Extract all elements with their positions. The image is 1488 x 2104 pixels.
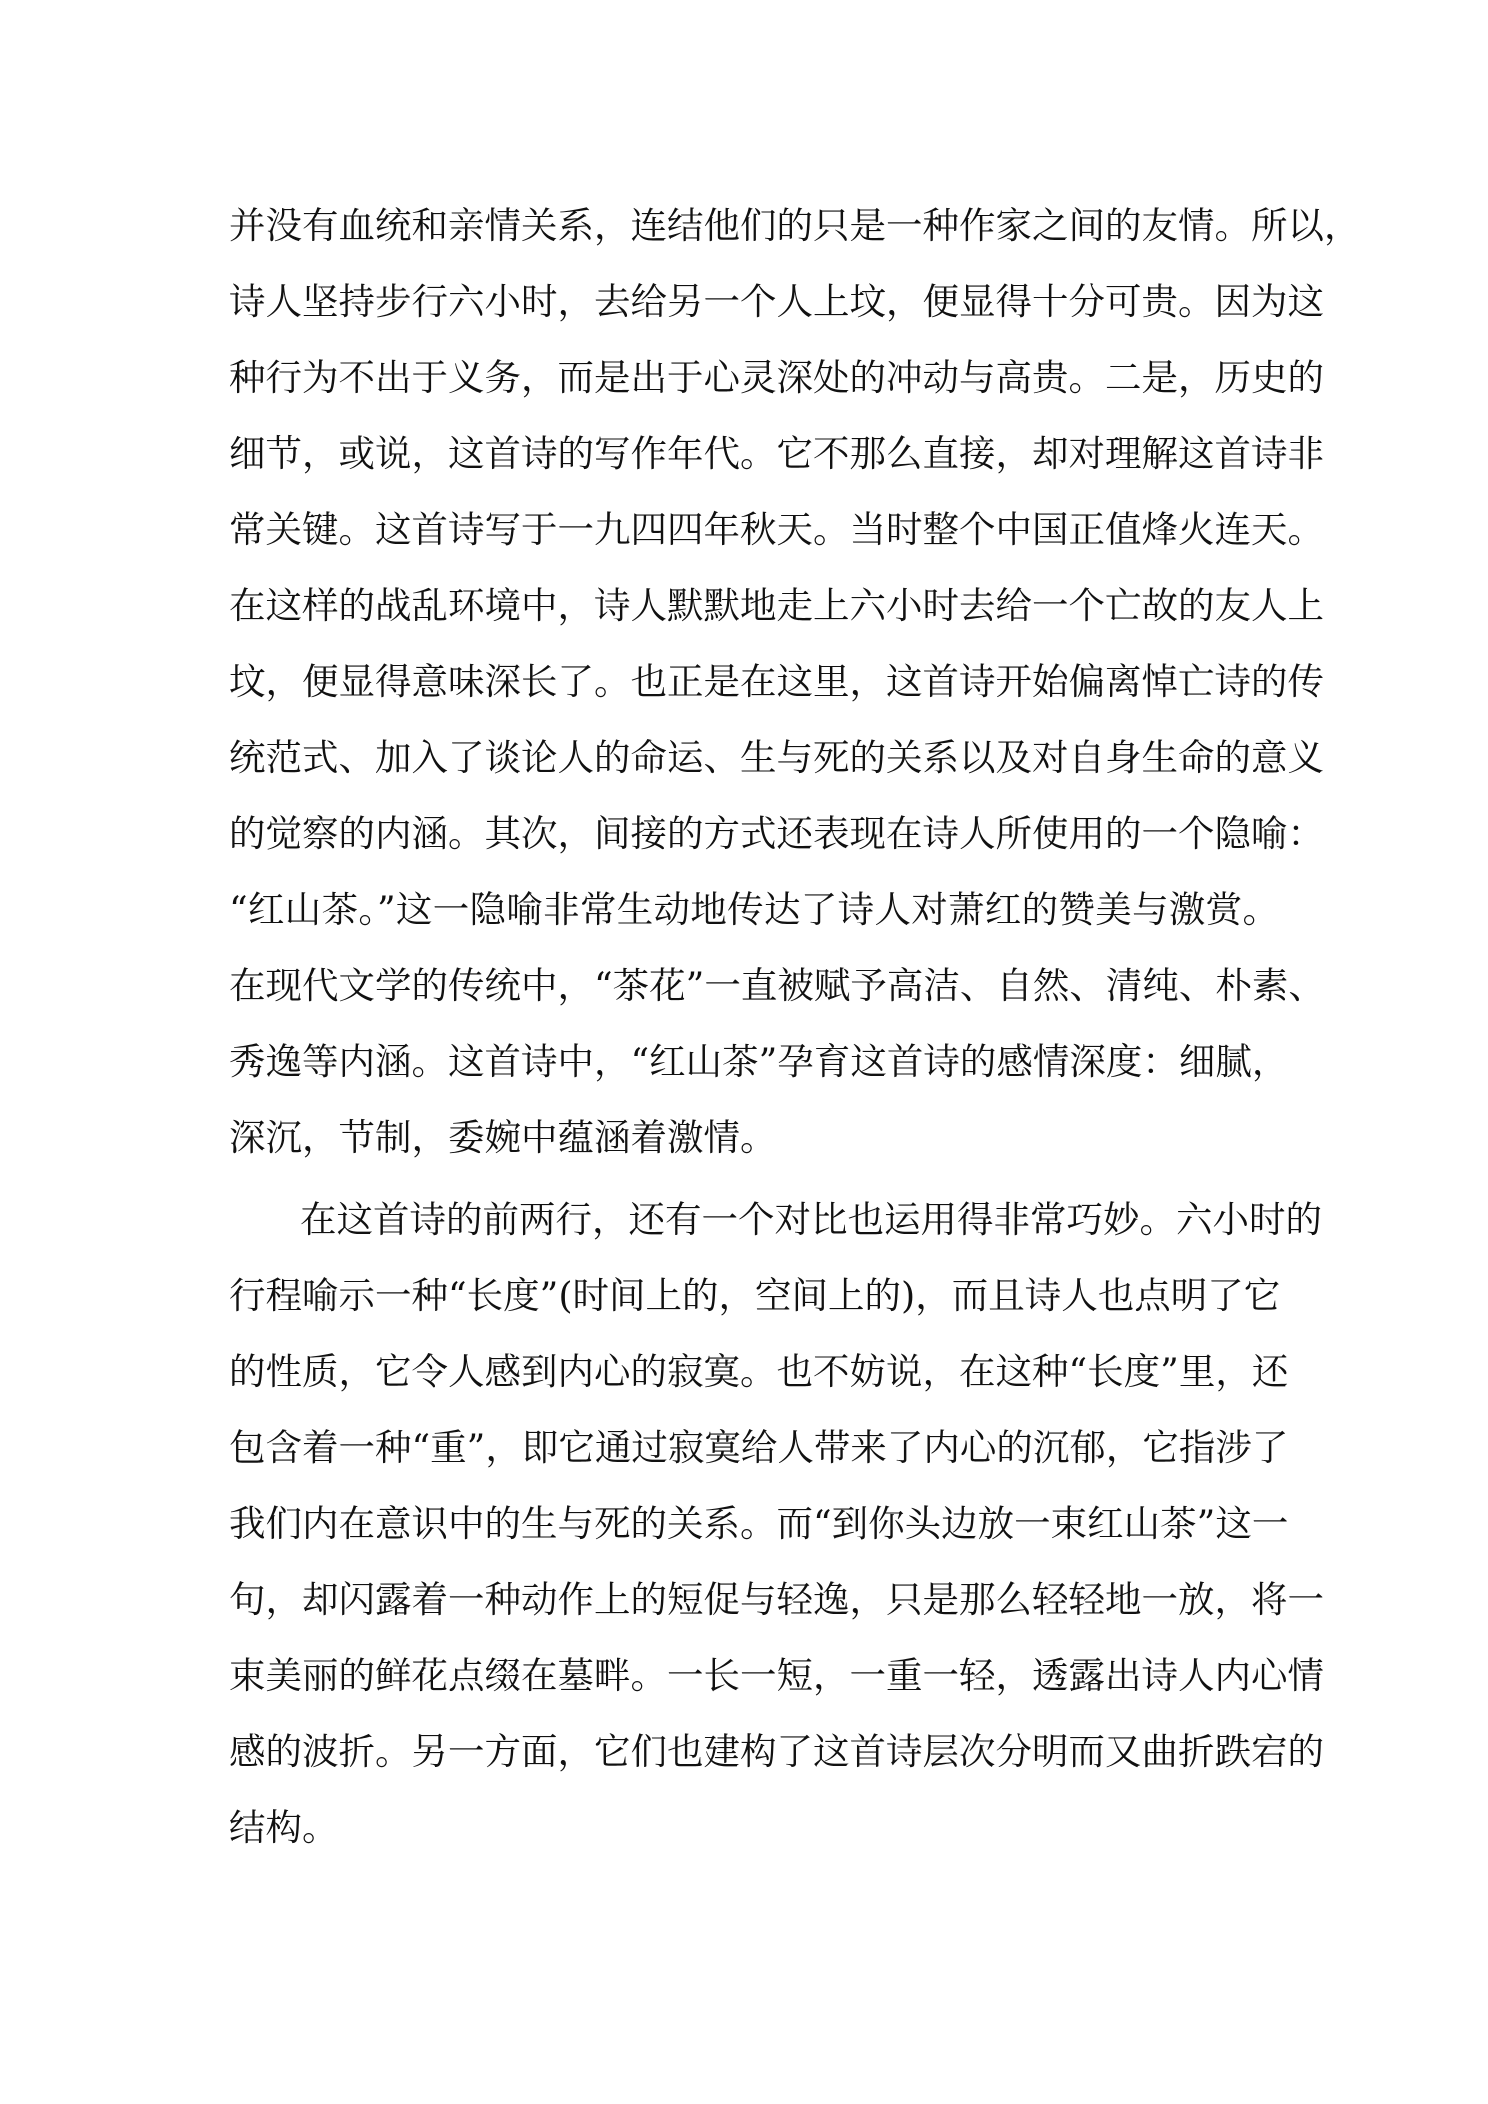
- text-line: 的觉察的内涵。其次，间接的方式还表现在诗人所使用的一个隐喻：: [229, 812, 1324, 855]
- text-line: 并没有血统和亲情关系，连结他们的只是一种作家之间的友情。所以，: [229, 204, 1361, 247]
- text-line: 感的波折。另一方面，它们也建构了这首诗层次分明而又曲折跌宕的: [229, 1730, 1324, 1773]
- text-line: 秀逸等内涵。这首诗中，“红山茶”孕育这首诗的感情深度：细腻，: [229, 1040, 1289, 1083]
- text-line: 在现代文学的传统中，“茶花”一直被赋予高洁、自然、清纯、朴素、: [229, 964, 1325, 1007]
- text-line: 种行为不出于义务，而是出于心灵深处的冲动与高贵。二是，历史的: [229, 356, 1324, 399]
- text-line: 我们内在意识中的生与死的关系。而“到你头边放一束红山茶”这一: [229, 1502, 1289, 1545]
- text-line: 诗人坚持步行六小时，去给另一个人上坟，便显得十分可贵。因为这: [229, 280, 1324, 323]
- text-line: 常关键。这首诗写于一九四四年秋天。当时整个中国正值烽火连天。: [229, 508, 1324, 551]
- text-line: 坟，便显得意味深长了。也正是在这里，这首诗开始偏离悼亡诗的传: [229, 660, 1324, 703]
- text-line: 细节，或说，这首诗的写作年代。它不那么直接，却对理解这首诗非: [229, 432, 1324, 475]
- text-line: 深沉，节制，委婉中蕴涵着激情。: [229, 1116, 777, 1159]
- text-line: 包含着一种“重”，即它通过寂寞给人带来了内心的沉郁，它指涉了: [229, 1426, 1289, 1469]
- text-line: 行程喻示一种“长度”(时间上的，空间上的)，而且诗人也点明了它: [229, 1274, 1281, 1317]
- text-line: 在这首诗的前两行，还有一个对比也运用得非常巧妙。六小时的: [300, 1198, 1322, 1241]
- text-line: 的性质，它令人感到内心的寂寞。也不妨说，在这种“长度”里，还: [229, 1350, 1289, 1393]
- text-line: 句，却闪露着一种动作上的短促与轻逸，只是那么轻轻地一放，将一: [229, 1578, 1324, 1621]
- text-line: 在这样的战乱环境中，诗人默默地走上六小时去给一个亡故的友人上: [229, 584, 1324, 627]
- text-line: “红山茶。”这一隐喻非常生动地传达了诗人对萧红的赞美与激赏。: [229, 888, 1279, 931]
- text-line: 结构。: [229, 1806, 339, 1849]
- text-line: 统范式、加入了谈论人的命运、生与死的关系以及对自身生命的意义: [229, 736, 1324, 779]
- text-line: 束美丽的鲜花点缀在墓畔。一长一短，一重一轻，透露出诗人内心情: [229, 1654, 1324, 1697]
